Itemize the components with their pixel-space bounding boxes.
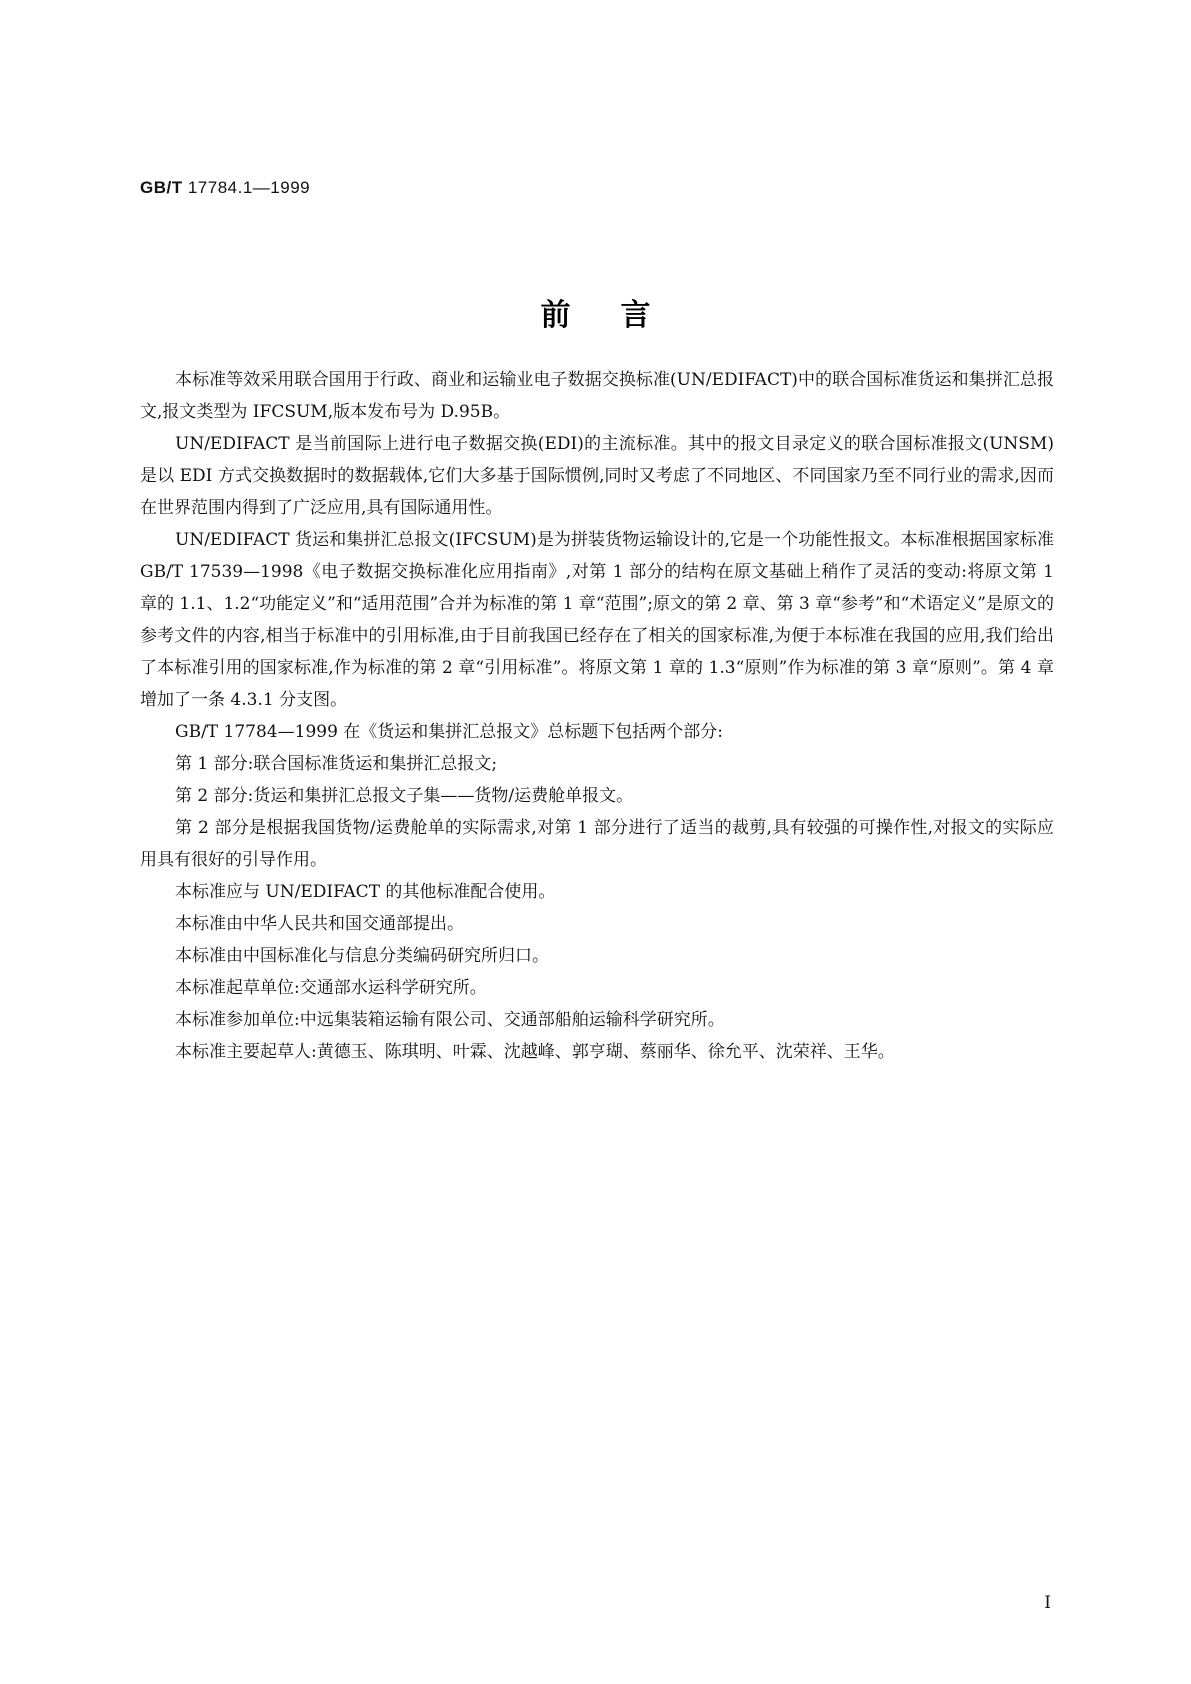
paragraph: 第 2 部分是根据我国货物/运费舱单的实际需求,对第 1 部分进行了适当的裁剪,具有较强的可操作性,对报文的实际应用具有很好的引导作用。 (140, 818, 1054, 870)
page-title: 前言 (540, 298, 701, 333)
paragraph: 本标准起草单位:交通部水运科学研究所。 (175, 978, 487, 998)
paragraph: 第 1 部分:联合国标准货运和集拼汇总报文; (175, 754, 498, 774)
foreword-body (140, 364, 1054, 1068)
paragraph: 本标准等效采用联合国用于行政、商业和运输业电子数据交换标准(UN/EDIFACT)中的联合国标准货运和集拼汇总报文,报文类型为 IFCSUM,版本发布号为 D.95B。 (140, 370, 1054, 422)
paragraph: GB/T 17784—1999 在《货运和集拼汇总报文》总标题下包括两个部分: (175, 722, 724, 742)
paragraph: 本标准由中国标准化与信息分类编码研究所归口。 (175, 946, 549, 966)
page-number: I (1044, 1593, 1051, 1613)
paragraph: 本标准由中华人民共和国交通部提出。 (175, 914, 464, 934)
paragraph: 本标准主要起草人:黄德玉、陈琪明、叶霖、沈越峰、郭亨瑚、蔡丽华、徐允平、沈荣祥、王华。 (175, 1042, 895, 1062)
paragraph: UN/EDIFACT 货运和集拼汇总报文(IFCSUM)是为拼装货物运输设计的,它是一个功能性报文。本标准根据国家标准 GB/T 17539—1998《电子数据交换标准化应用指南》,对第 1 部分的结构在原文基础上稍作了灵活的变动:将原文第 1 章的 1.1、1.2“功能定义”和“适用范围”合并为标准的第 1 章“范围”;原文的第 2 章、第 3 章“参考”和“术语定义”是原文的参考文件的内容,相当于标准中的引用标准,由于目前我国已经存在了相关的国家标准,为便于本标准在我国的应用,我们给出了本标准引用的国家标准,作为标准的第 2 章“引用标准”。将原文第 1 章的 1.3“原则”作为标准的第 3 章“原则”。第 4 章增加了一条 4.3.1 分支图。 (140, 530, 1054, 710)
paragraph: 第 2 部分:货运和集拼汇总报文子集——货物/运费舱单报文。 (175, 786, 634, 806)
standard-code-number: 17784.1—1999 (187, 178, 311, 197)
paragraph: UN/EDIFACT 是当前国际上进行电子数据交换(EDI)的主流标准。其中的报文目录定义的联合国标准报文(UNSM)是以 EDI 方式交换数据时的数据载体,它们大多基于国际惯例,同时又考虑了不同地区、不同国家乃至不同行业的需求,因而在世界范围内得到了广泛应用,具有国际通用性。 (140, 434, 1054, 518)
paragraph: 本标准参加单位:中远集装箱运输有限公司、交通部船舶运输科学研究所。 (175, 1010, 725, 1030)
paragraph: 本标准应与 UN/EDIFACT 的其他标准配合使用。 (175, 882, 556, 902)
standard-code (140, 178, 310, 198)
standard-code-prefix: GB/T (140, 178, 183, 197)
